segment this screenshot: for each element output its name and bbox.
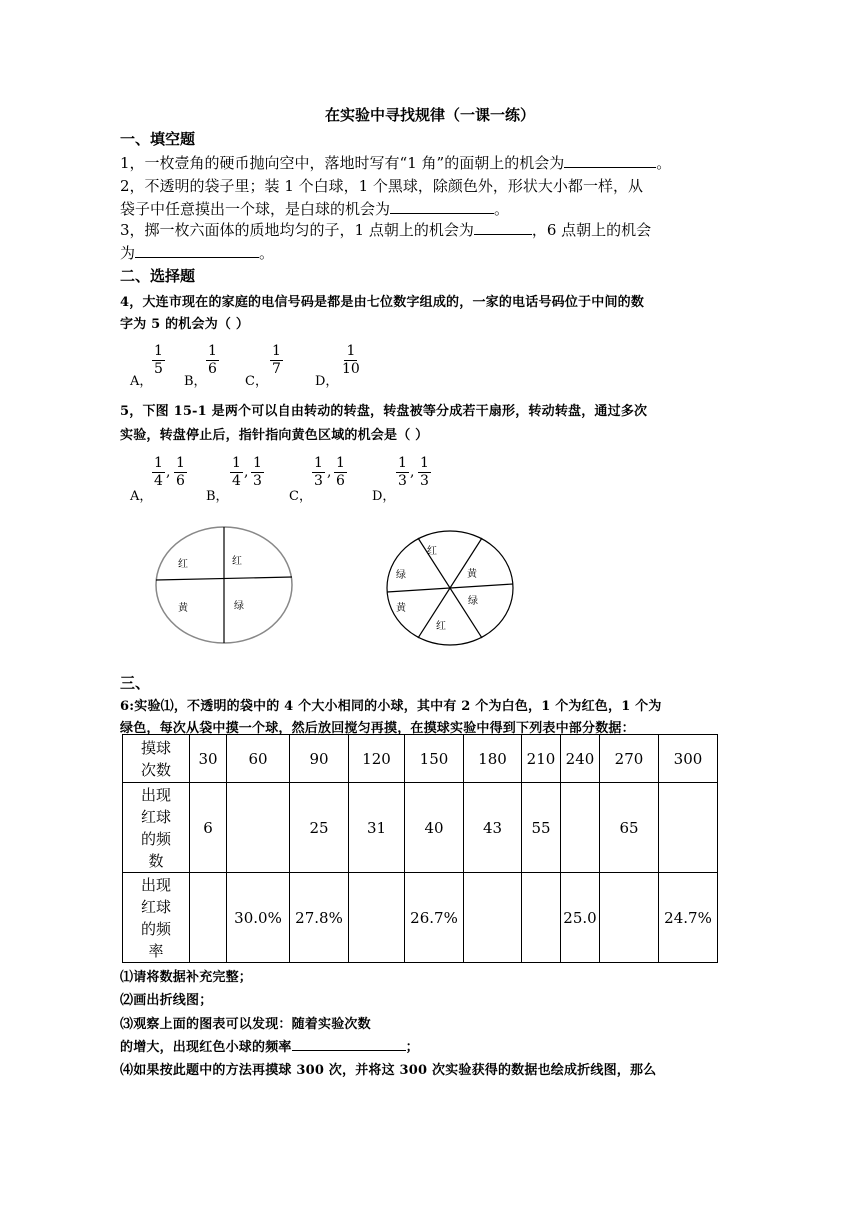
q4-option-b-fraction xyxy=(206,343,219,378)
sub-question-1: ⑴请将数据补充完整； xyxy=(120,970,253,985)
question-2-line-2 xyxy=(120,198,509,219)
fraction-numerator: 1 xyxy=(154,455,163,471)
table-cell[interactable] xyxy=(659,783,718,873)
fraction-separator: , xyxy=(166,464,171,480)
question-3-line-2 xyxy=(120,242,274,263)
row-label-text: 的频 xyxy=(140,829,171,848)
question-2-line-1: 2，不透明的袋子里；装 1 个白球，1 个黑球，除颜色外，形状大小都一样，从 xyxy=(120,177,643,195)
sector-label: 黄 xyxy=(467,569,477,580)
question-3-text-a: 3，掷一枚六面体的质地均匀的子，1 点朝上的机会为 xyxy=(120,221,474,239)
q5-option-c-fraction-1 xyxy=(312,455,325,490)
row-label xyxy=(123,783,190,873)
answer-blank-q3b[interactable] xyxy=(135,243,259,258)
q4-option-d-label[interactable]: D， xyxy=(315,374,339,389)
sector-label: 红 xyxy=(232,556,242,567)
question-3-line-1 xyxy=(120,219,651,240)
table-cell[interactable] xyxy=(600,873,659,963)
sub-question-3-line-2 xyxy=(120,1036,419,1055)
q4-option-a-label[interactable]: A， xyxy=(130,374,153,389)
fraction-numerator: 1 xyxy=(272,343,281,359)
fraction-separator: , xyxy=(327,464,332,480)
fraction-numerator: 1 xyxy=(176,455,185,471)
question-2-end: 。 xyxy=(494,200,510,218)
section-heading-choice: 二、选择题 xyxy=(120,267,196,285)
q5-option-a-label[interactable]: A， xyxy=(130,489,153,504)
fraction-numerator: 1 xyxy=(154,343,163,359)
table-cell[interactable] xyxy=(561,783,600,873)
table-cell: 60 xyxy=(227,735,290,783)
table-cell: 27.8% xyxy=(290,873,349,963)
fraction-denominator: 6 xyxy=(208,361,217,377)
fraction-denominator: 3 xyxy=(398,473,407,489)
question-6-line-2: 绿色，每次从袋中摸一个球，然后放回搅匀再摸，在摸球实验中得到下列表中部分数据： xyxy=(120,721,635,736)
data-table xyxy=(122,734,718,963)
table-cell: 270 xyxy=(600,735,659,783)
row-label-text: 率 xyxy=(148,941,164,960)
q5-option-d-fraction-1 xyxy=(396,455,409,490)
q5-option-d-label[interactable]: D， xyxy=(372,489,396,504)
sub-question-4: ⑷如果按此题中的方法再摸球 300 次，并将这 300 次实验获得的数据也绘成折线图，那么 xyxy=(120,1063,657,1078)
table-cell: 24.7% xyxy=(659,873,718,963)
page-title: 在实验中寻找规律（一课一练） xyxy=(324,106,535,124)
sector-label: 绿 xyxy=(234,601,244,612)
fraction-denominator: 3 xyxy=(253,473,262,489)
sub-question-3-end: ； xyxy=(405,1040,419,1055)
sector-label: 红 xyxy=(178,559,188,570)
q5-option-b-fraction-2 xyxy=(251,455,264,490)
q5-option-b-fraction-1 xyxy=(230,455,243,490)
q5-option-c-label[interactable]: C， xyxy=(289,489,312,504)
table-cell: 30 xyxy=(190,735,227,783)
sector-label: 红 xyxy=(436,621,446,632)
row-label-text: 的频 xyxy=(140,919,171,938)
sector-label: 绿 xyxy=(468,596,478,607)
question-4-line-2: 字为 5 的机会为（ ） xyxy=(120,317,250,332)
table-cell: 180 xyxy=(464,735,522,783)
q4-option-c-fraction xyxy=(270,343,283,378)
q4-option-a-fraction xyxy=(152,343,165,378)
table-row-rate xyxy=(123,873,718,963)
table-cell[interactable] xyxy=(227,783,290,873)
sub-question-3-text: 的增大，出现红色小球的频率 xyxy=(120,1040,292,1055)
question-3-end: 。 xyxy=(259,244,275,262)
question-1-end: 。 xyxy=(656,154,672,172)
q4-option-b-label[interactable]: B， xyxy=(184,374,207,389)
spinner-divider xyxy=(387,584,513,592)
question-6-line-1: 6:实验⑴，不透明的袋中的 4 个大小相同的小球，其中有 2 个为白色，1 个为红色，1 个为 xyxy=(120,699,662,714)
table-cell: 90 xyxy=(290,735,349,783)
fraction-numerator: 1 xyxy=(346,343,356,359)
fraction-numerator: 1 xyxy=(420,455,429,471)
fraction-denominator: 4 xyxy=(154,473,163,489)
spinner-four-sectors xyxy=(150,520,300,650)
table-cell: 65 xyxy=(600,783,659,873)
fraction-denominator: 3 xyxy=(420,473,429,489)
fraction-separator: , xyxy=(410,464,415,480)
row-label-text: 红球 xyxy=(140,897,171,916)
table-cell: 30.0% xyxy=(227,873,290,963)
row-label-text: 数 xyxy=(148,851,164,870)
fraction-separator: , xyxy=(244,464,249,480)
fraction-numerator: 1 xyxy=(336,455,345,471)
table-cell: 120 xyxy=(349,735,405,783)
answer-blank-q3a[interactable] xyxy=(474,220,532,235)
sub-question-3-line-1: ⑶观察上面的图表可以发现：随着实验次数 xyxy=(120,1017,371,1032)
fraction-denominator: 5 xyxy=(154,361,163,377)
table-cell: 26.7% xyxy=(405,873,464,963)
question-1 xyxy=(120,152,671,173)
fraction-numerator: 1 xyxy=(314,455,323,471)
table-cell: 150 xyxy=(405,735,464,783)
row-label xyxy=(123,873,190,963)
row-label xyxy=(123,735,190,783)
fraction-numerator: 1 xyxy=(398,455,407,471)
q4-option-d-fraction xyxy=(340,343,362,378)
table-cell: 240 xyxy=(561,735,600,783)
section-heading-three: 三、 xyxy=(120,674,151,692)
row-label-text: 次数 xyxy=(140,760,171,779)
table-cell: 300 xyxy=(659,735,718,783)
sub-question-2: ⑵画出折线图； xyxy=(120,993,213,1008)
question-4-line-1: 4，大连市现在的家庭的电信号码是都是由七位数字组成的，一家的电话号码位于中间的数 xyxy=(120,295,645,310)
table-row-counts xyxy=(123,735,718,783)
table-cell[interactable] xyxy=(190,873,227,963)
fraction-denominator: 3 xyxy=(314,473,323,489)
fraction-numerator: 1 xyxy=(208,343,217,359)
table-cell[interactable] xyxy=(349,873,405,963)
q5-option-c-fraction-2 xyxy=(334,455,347,490)
table-cell[interactable] xyxy=(464,873,522,963)
question-3-text-b: ，6 点朝上的机会 xyxy=(531,221,652,239)
question-1-text: 1，一枚壹角的硬币抛向空中，落地时写有“1 角”的面朝上的机会为 xyxy=(120,154,565,172)
answer-blank-q1[interactable] xyxy=(564,153,656,168)
question-3-text-c: 为 xyxy=(120,244,136,262)
sector-label: 红 xyxy=(427,546,437,557)
table-cell: 55 xyxy=(522,783,561,873)
table-cell: 210 xyxy=(522,735,561,783)
question-5-line-1: 5，下图 15-1 是两个可以自由转动的转盘，转盘被等分成若干扇形，转动转盘，通过多次 xyxy=(120,404,648,419)
fraction-denominator: 6 xyxy=(176,473,185,489)
fraction-numerator: 1 xyxy=(232,455,241,471)
table-row-frequency xyxy=(123,783,718,873)
table-cell: 6 xyxy=(190,783,227,873)
fraction-denominator: 4 xyxy=(232,473,241,489)
sector-label: 黄 xyxy=(396,603,406,614)
table-cell[interactable] xyxy=(522,873,561,963)
row-label-text: 摸球 xyxy=(140,738,171,757)
table-cell: 43 xyxy=(464,783,522,873)
fraction-denominator: 7 xyxy=(272,361,281,377)
table-cell: 25.0 xyxy=(561,873,600,963)
sector-label: 绿 xyxy=(396,570,406,581)
fraction-denominator: 6 xyxy=(336,473,345,489)
q4-option-c-label[interactable]: C， xyxy=(245,374,268,389)
table-cell: 31 xyxy=(349,783,405,873)
question-2-text: 袋子中任意摸出一个球，是白球的机会为 xyxy=(120,200,391,218)
answer-blank-q2[interactable] xyxy=(390,199,494,214)
table-cell: 25 xyxy=(290,783,349,873)
q5-option-a-fraction-1 xyxy=(152,455,165,490)
q5-option-b-label[interactable]: B， xyxy=(206,489,229,504)
question-5-line-2: 实验，转盘停止后，指针指向黄色区域的机会是（ ） xyxy=(120,428,429,443)
q5-option-a-fraction-2 xyxy=(174,455,187,490)
section-heading-fill-in: 一、填空题 xyxy=(120,130,196,148)
sector-label: 黄 xyxy=(178,603,188,614)
q5-option-d-fraction-2 xyxy=(418,455,431,490)
row-label-text: 出现 xyxy=(140,875,171,894)
fraction-denominator: 10 xyxy=(342,361,360,377)
table-cell: 40 xyxy=(405,783,464,873)
answer-blank-s3[interactable] xyxy=(292,1038,406,1051)
spinner-six-sectors xyxy=(380,526,520,652)
row-label-text: 红球 xyxy=(140,807,171,826)
row-label-text: 出现 xyxy=(140,785,171,804)
fraction-numerator: 1 xyxy=(253,455,262,471)
